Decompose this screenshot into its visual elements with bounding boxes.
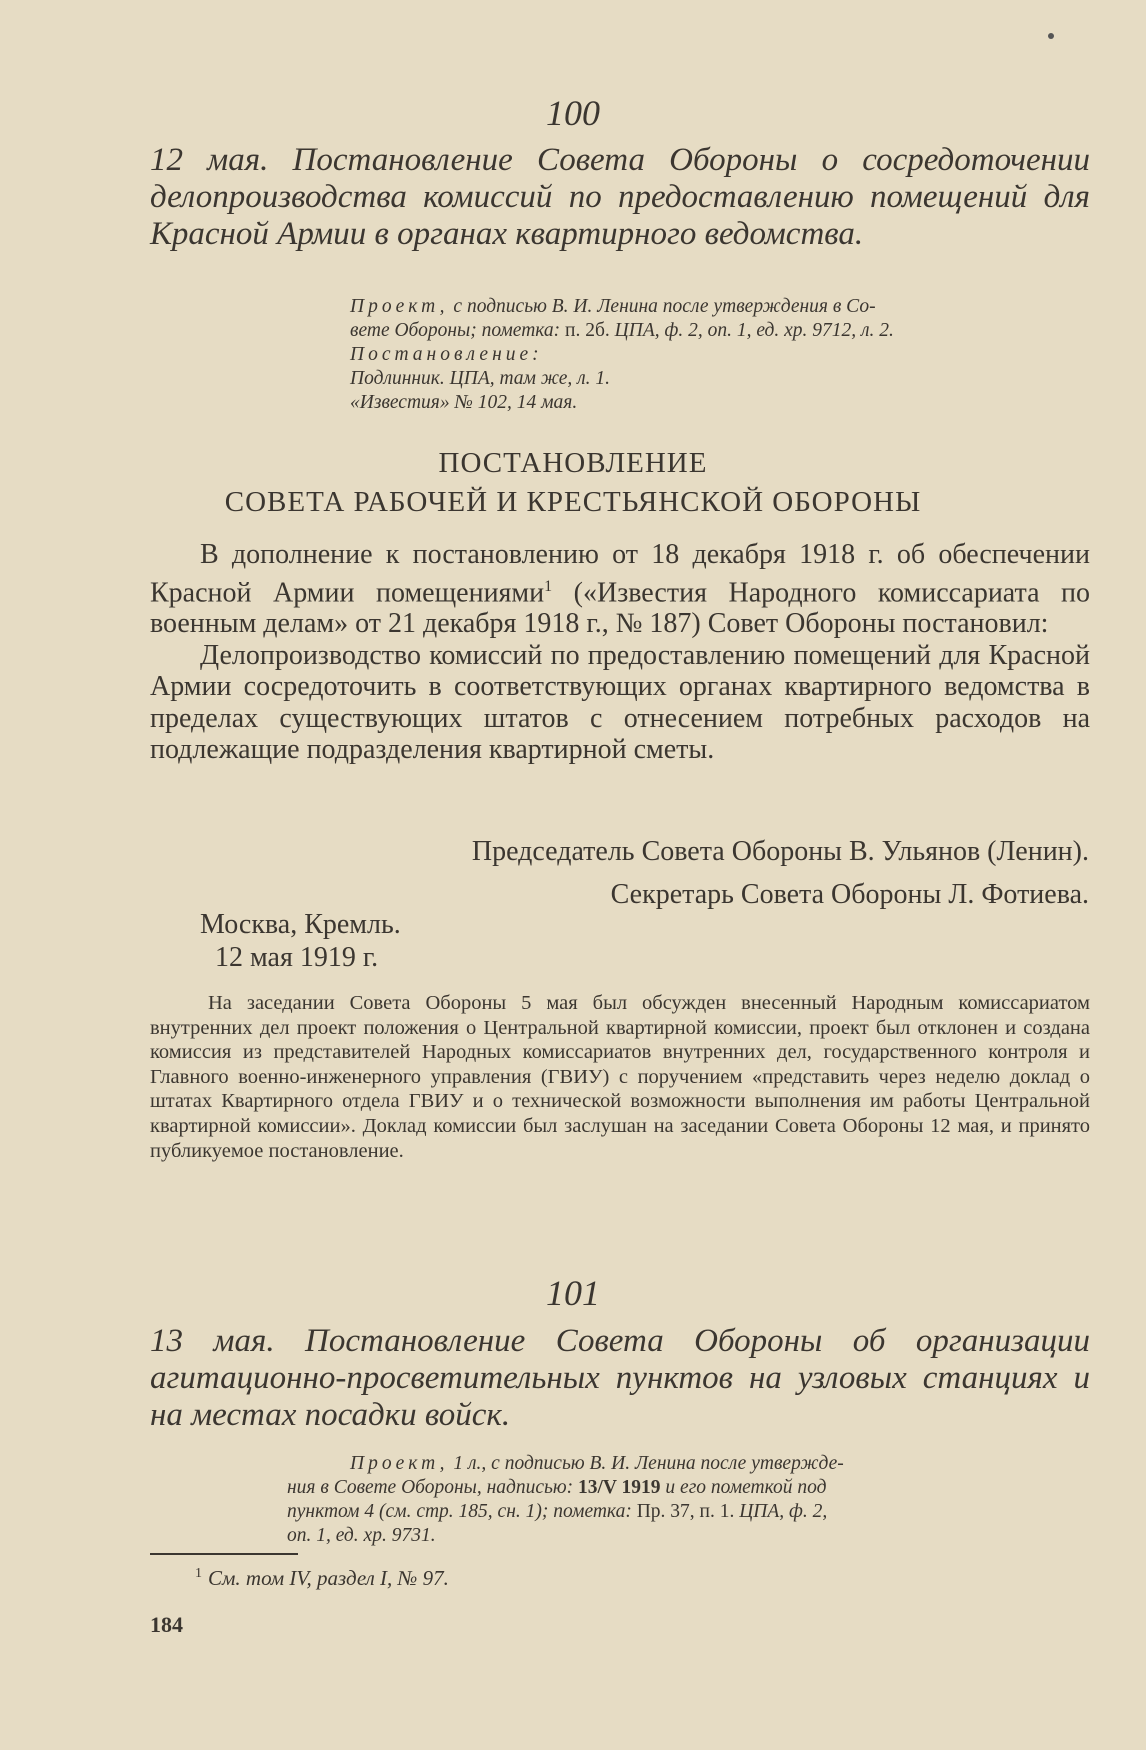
footnote-ref: 1 [544,577,553,595]
source-text: ния в Совете Обороны, надписью: [287,1477,579,1498]
source-text: и его пометкой под [660,1477,827,1498]
footnote-marker: 1 [195,1566,202,1581]
source-text: 1 л., с подписью В. И. Ленина после утвержде- [448,1453,844,1474]
source-mark: Пр. 37, п. 1. [636,1501,735,1522]
source-type: Постановление: [350,344,543,365]
source-text: ЦПА, ф. 2, [734,1501,828,1522]
document-number: 101 [546,1273,600,1313]
ink-speck [1048,33,1054,39]
source-text: оп. 1, ед. хр. 9731. [287,1525,436,1546]
footnote-text: См. том IV, раздел I, № 97. [208,1566,449,1590]
source-mark: п. 2б. [565,320,610,341]
source-text: с подписью В. И. Ленина после утверждения в Со- [448,296,876,317]
document-number: 100 [546,93,600,133]
document-heading: 13 мая. Постановление Совета Обороны об организации агитационно-просветительных пунктов на узловых станциях и на местах посадки войск. [150,1323,1090,1433]
source-type: Проект, [350,1453,449,1474]
resolution-body [150,539,1090,766]
footnote-divider [150,1553,298,1555]
date: 12 мая 1919 г. [215,942,379,973]
archival-source [287,1452,1090,1548]
source-text: ЦПА, ф. 2, оп. 1, ед. хр. 9712, л. 2. [609,320,894,341]
page-number: 184 [150,1612,183,1637]
footnote [195,1566,449,1591]
resolution-title: ПОСТАНОВЛЕНИЕ [438,447,708,479]
document-heading: 12 мая. Постановление Совета Обороны о сосредоточении делопроизводства комиссий по предоставлению помещений для Красной Армии в органах квартирного ведомства. [150,142,1090,252]
editorial-note [150,991,1090,1163]
resolution-subtitle: СОВЕТА РАБОЧЕЙ И КРЕСТЬЯНСКОЙ ОБОРОНЫ [224,486,922,518]
paragraph: Делопроизводство комиссий по предоставлению помещений для Красной Армии сосредоточить в соответствующих органах квартирного ведомства в пределах существующих штатов с отнесением потребных расходов на подлежащие подразделения квартирной сметы. [150,639,1090,766]
source-text: вете Обороны; пометка: [350,320,566,341]
place: Москва, Кремль. [200,909,401,940]
signature-chairman: Председатель Совета Обороны В. Ульянов (Ленин). [471,836,1089,867]
archival-source [350,295,1090,415]
source-text: Подлинник. ЦПА, там же, л. 1. [350,368,611,389]
source-mark: 13/V 1919 [578,1477,661,1498]
source-text: пунктом 4 (см. стр. 185, сн. 1); пометка: [287,1501,637,1522]
note-text: На заседании Совета Обороны 5 мая был обсужден внесенный Народным комиссариатом внутренних дел проект положения о Центральной квартирной комиссии, проект был отклонен и создана комиссия из представителей Народных комиссариатов внутренних дел, государственного контроля и Главного военно-инженерного управления (ГВИУ) с поручением «представить через неделю доклад о штатах Квартирного отдела ГВИУ и о технической возможности выполнения им работы Центральной квартирной комиссии». Доклад комиссии был заслушан на заседании Совета Обороны 12 мая, и принято публикуемое постановление. [150,992,1090,1162]
signature-secretary: Секретарь Совета Обороны Л. Фотиева. [610,879,1089,910]
paragraph: В дополнение к постановлению от 18 декабря 1918 г. об обеспечении Красной Армии помещениями$^1$ («Известия Народного комиссариата по военным делам» от 21 декабря 1918 г., № 187) Совет Обороны постановил: [150,539,1090,640]
source-text: «Известия» № 102, 14 мая. [350,392,578,413]
source-type: Проект, [350,296,449,317]
